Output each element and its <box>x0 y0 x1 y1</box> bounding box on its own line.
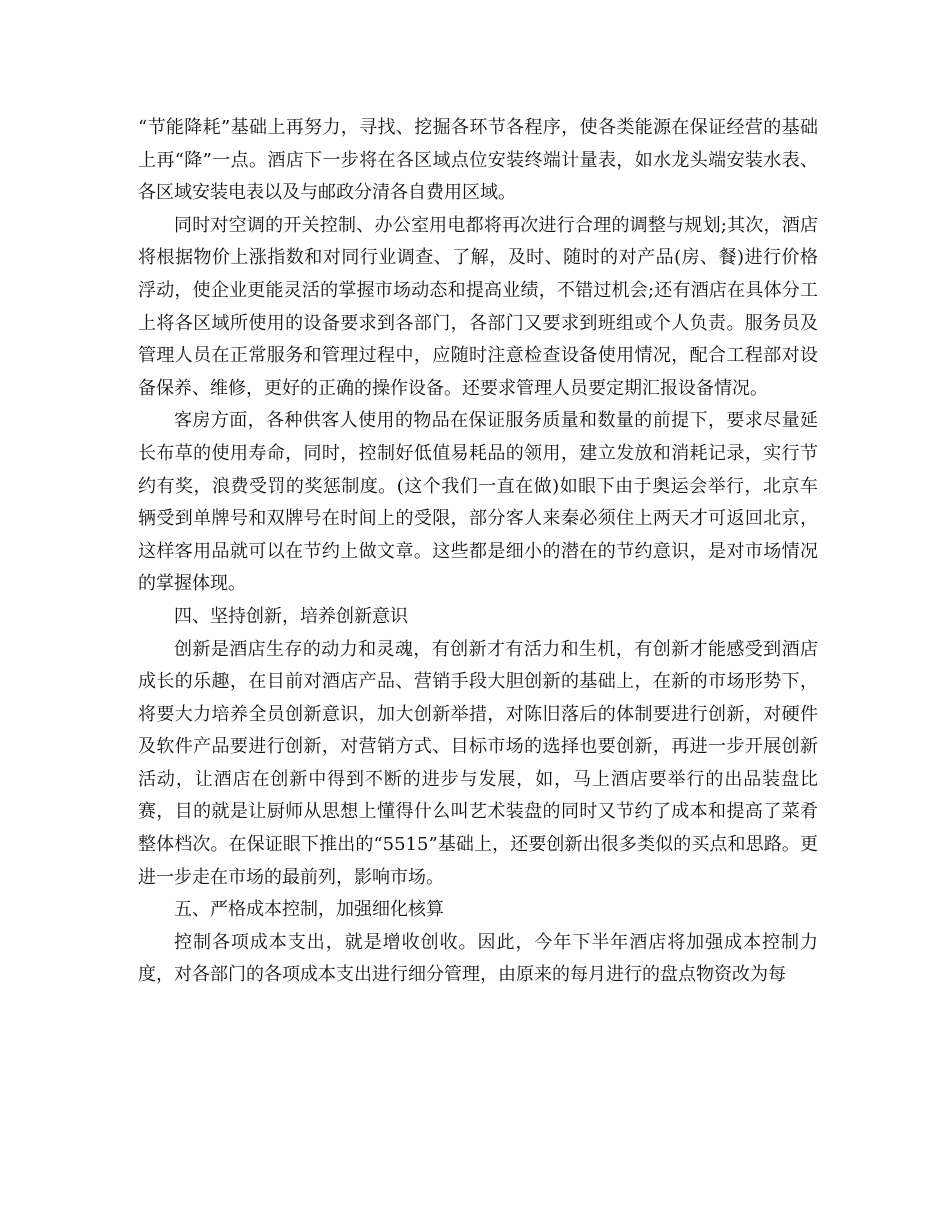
paragraph-innovation: 创新是酒店生存的动力和灵魂，有创新才有活力和生机，有创新才能感受到酒店成长的乐趣，在目前对酒店产品、营销手段大胆创新的基础上，在新的市场形势下，将要大力培养全员创新意识，加大创新举措，对陈旧落后的体制要进行创新，对硬件及软件产品要进行创新，对营销方式、目标市场的选择也要创新，再进一步开展创新活动，让酒店在创新中得到不断的进步与发展，如，马上酒店要举行的出品装盘比赛，目的就是让厨师从思想上懂得什么叫艺术装盘的同时又节约了成本和提高了菜肴整体档次。在保证眼下推出的“5515”基础上，还要创新出很多类似的买点和思路。更进一步走在市场的最前列，影响市场。 <box>138 638 818 888</box>
section-heading-cost-control: 五、严格成本控制，加强细化核算 <box>174 899 444 921</box>
paragraph-energy-saving: “节能降耗”基础上再努力，寻找、挖掘各环节各程序，使各类能源在保证经营的基础上再“降”一点。酒店下一步将在各区域点位安装终端计量表，如水龙头端安装水表、各区域安装电表以及与邮政分清各自费用区域。 <box>138 117 818 204</box>
paragraph-guest-room: 客房方面，各种供客人使用的物品在保证服务质量和数量的前提下，要求尽量延长布草的使用寿命，同时，控制好低值易耗品的领用，建立发放和消耗记录，实行节约有奖，浪费受罚的奖惩制度。(这个我们一直在做)如眼下由于奥运会举行，北京车辆受到单牌号和双牌号在时间上的受限，部分客人来秦必须住上两天才可返回北京，这样客用品就可以在节约上做文章。这些都是细小的潜在的节约意识，是对市场情况的掌握体现。 <box>138 410 818 595</box>
paragraph-cost-control: 控制各项成本支出，就是增收创收。因此，今年下半年酒店将加强成本控制力度，对各部门的各项成本支出进行细分管理，由原来的每月进行的盘点物资改为每 <box>138 931 818 986</box>
document-body <box>138 112 818 992</box>
section-heading-innovation: 四、坚持创新，培养创新意识 <box>174 605 408 627</box>
paragraph-equipment-control: 同时对空调的开关控制、办公室用电都将再次进行合理的调整与规划;其次，酒店将根据物价上涨指数和对同行业调查、了解，及时、随时的对产品(房、餐)进行价格浮动，使企业更能灵活的掌握市场动态和提高业绩，不错过机会;还有酒店在具体分工上将各区域所使用的设备要求到各部门，各部门又要求到班组或个人负责。服务员及管理人员在正常服务和管理过程中，应随时注意检查设备使用情况，配合工程部对设备保养、维修，更好的正确的操作设备。还要求管理人员要定期汇报设备情况。 <box>138 214 818 399</box>
